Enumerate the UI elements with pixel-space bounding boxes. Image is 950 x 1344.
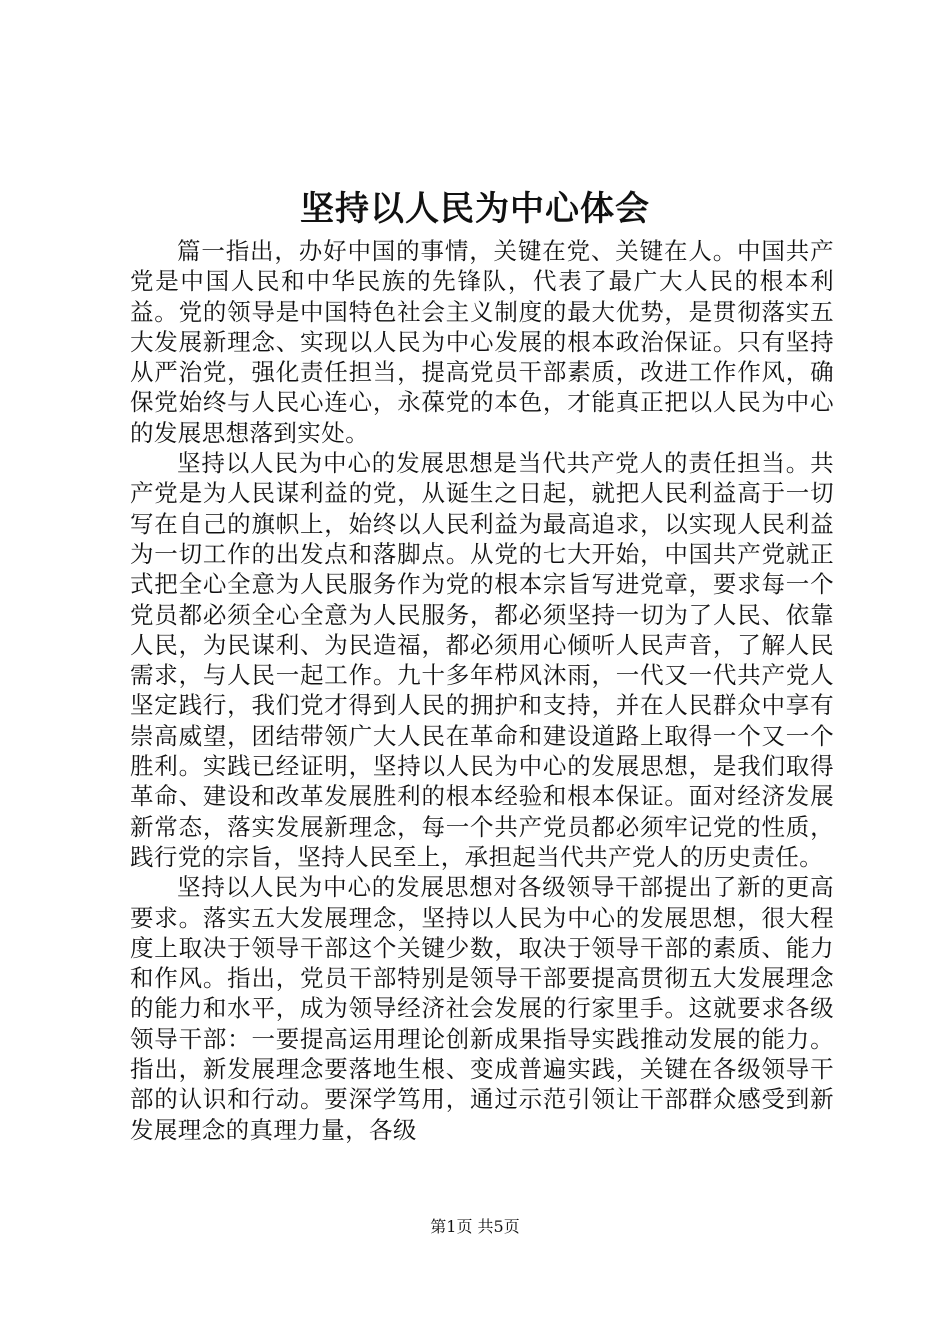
- document-title: 坚持以人民为中心体会: [300, 189, 650, 229]
- page-footer: 第1页 共5页: [430, 1217, 520, 1236]
- paragraph-3: 坚持以人民为中心的发展思想对各级领导干部提出了新的更高要求。落实五大发展理念，坚持以人民为中心的发展思想，很大程度上取决于领导干部这个关键少数，取决于领导干部的素质、能力和作风。指出，党员干部特别是领导干部要提高贯彻五大发展理念的能力和水平，成为领导经济社会发展的行家里手。这就要求各级领导干部：一要提高运用理论创新成果指导实践推动发展的能力。指出，新发展理念要落地生根、变成普遍实践，关键在各级领导干部的认识和行动。要深学笃用，通过示范引领让干部群众感受到新发展理念的真理力量，各级: [130, 873, 834, 1144]
- document-body: [130, 236, 834, 1145]
- paragraph-1: 篇一指出，办好中国的事情，关键在党、关键在人。中国共产党是中国人民和中华民族的先锋队，代表了最广大人民的根本利益。党的领导是中国特色社会主义制度的最大优势，是贯彻落实五大发展新理念、实现以人民为中心发展的根本政治保证。只有坚持从严治党，强化责任担当，提高党员干部素质，改进工作作风，确保党始终与人民心连心，永葆党的本色，才能真正把以人民为中心的发展思想落到实处。: [130, 237, 834, 447]
- paragraph-2: 坚持以人民为中心的发展思想是当代共产党人的责任担当。共产党是为人民谋利益的党，从诞生之日起，就把人民利益高于一切写在自己的旗帜上，始终以人民利益为最高追求，以实现人民利益为一切工作的出发点和落脚点。从党的七大开始，中国共产党就正式把全心全意为人民服务作为党的根本宗旨写进党章，要求每一个党员都必须全心全意为人民服务，都必须坚持一切为了人民、依靠人民，为民谋利、为民造福，都必须用心倾听人民声音，了解人民需求，与人民一起工作。九十多年栉风沐雨，一代又一代共产党人坚定践行，我们党才得到人民的拥护和支持，并在人民群众中享有崇高威望，团结带领广大人民在革命和建设道路上取得一个又一个胜利。实践已经证明，坚持以人民为中心的发展思想，是我们取得革命、建设和改革发展胜利的根本经验和根本保证。面对经济发展新常态，落实发展新理念，每一个共产党员都必须牢记党的性质，践行党的宗旨，坚持人民至上，承担起当代共产党人的历史责任。: [130, 449, 834, 871]
